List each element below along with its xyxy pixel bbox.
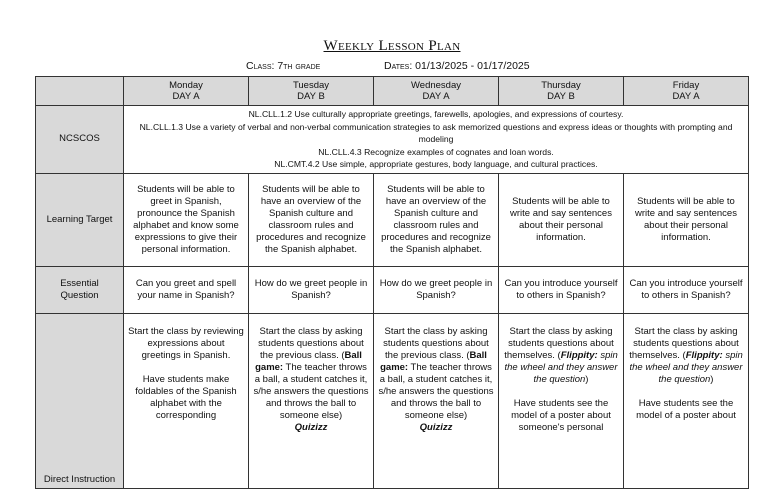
instruction-text: The teacher throws a ball, a student catches it, s/he answers the questions and throws the ball to someone else) [253, 361, 369, 421]
instruction-paragraph: Have students see the model of a poster about [636, 397, 736, 421]
learning-target-row [36, 173, 749, 266]
direct-instruction-wednesday [374, 313, 499, 488]
learning-target-thursday: Students will be able to write and say sentences about their personal information. [499, 173, 624, 266]
essential-question-row [36, 266, 749, 313]
direct-instruction-label: Direct Instruction [36, 313, 124, 488]
day-header-friday: Friday DAY A [624, 77, 749, 106]
class-info: Class: 7th grade [246, 60, 321, 72]
instruction-paragraph: Have students see the model of a poster about someone's personal [511, 397, 611, 433]
learning-target-monday: Students will be able to greet in Spanish, pronounce the Spanish alphabet and know some expressions to give their personal information. [124, 173, 249, 266]
learning-target-friday: Students will be able to write and say sentences about their personal information. [624, 173, 749, 266]
day-header-tuesday: Tuesday DAY B [249, 77, 374, 106]
dates-info: Dates: 01/13/2025 - 01/17/2025 [384, 60, 530, 72]
essential-question-monday: Can you greet and spell your name in Spanish? [124, 266, 249, 313]
header-row [36, 77, 749, 106]
lesson-plan-table [35, 76, 749, 489]
standard-line: NL.CMT.4.2 Use simple, appropriate gestures, body language, and cultural practices. [274, 159, 598, 169]
instruction-text: Start the class by asking students questions about themselves. ( [504, 325, 614, 361]
page-title: Weekly Lesson Plan [323, 38, 461, 54]
instruction-text: Start the class by asking students questions about the previous class. ( [258, 325, 364, 361]
instruction-paragraph: Start the class by reviewing expressions about greetings in Spanish. [128, 325, 244, 361]
standard-line: NL.CLL.1.2 Use culturally appropriate greetings, farewells, apologies, and expressions of courtesy. [248, 109, 624, 119]
tool-name: Quizizz [294, 421, 328, 433]
corner-cell [36, 77, 124, 106]
activity-name: Flippity: [685, 349, 723, 361]
direct-instruction-thursday: Start the class by asking students questions about themselves. (Flippity: spin the wheel and they answer the question) Have students see the model of a poster about someone's personal [499, 313, 624, 488]
activity-detail: spin the wheel and they answer the question [629, 349, 743, 385]
essential-question-tuesday: How do we greet people in Spanish? [249, 266, 374, 313]
learning-target-tuesday: Students will be able to have an overview of the Spanish culture and classroom rules and procedures and recognize the Spanish alphabet. [249, 173, 374, 266]
activity-name: Ball game: [380, 349, 487, 373]
essential-question-friday: Can you introduce yourself to others in Spanish? [624, 266, 749, 313]
essential-question-wednesday: How do we greet people in Spanish? [374, 266, 499, 313]
instruction-text: The teacher throws a ball, a student catches it, s/he answers the questions and throws the ball to someone else) [378, 361, 494, 421]
direct-instruction-monday [124, 313, 249, 488]
standard-line: NL.CLL.4.3 Recognize examples of cognates and loan words. [318, 146, 554, 157]
learning-target-label: Learning Target [36, 173, 124, 266]
instruction-paragraph: Have students make foldables of the Spanish alphabet with the corresponding [135, 373, 237, 421]
direct-instruction-row [36, 313, 749, 488]
essential-question-thursday: Can you introduce yourself to others in Spanish? [499, 266, 624, 313]
learning-target-wednesday: Students will be able to have an overview of the Spanish culture and classroom rules and procedures and recognize the Spanish alphabet. [374, 173, 499, 266]
day-header-monday: Monday DAY A [124, 77, 249, 106]
standard-line: NL.CLL.1.3 Use a variety of verbal and non-verbal communication strategies to ask memorized questions and express ideas or thoughts with prompting and modeling [139, 121, 733, 144]
activity-detail: spin the wheel and they answer the question [504, 349, 618, 385]
ncscos-label: NCSCOS [36, 106, 124, 174]
instruction-text: Start the class by asking students questions about the previous class. ( [383, 325, 489, 361]
ncscos-standards [124, 106, 749, 174]
ncscos-row [36, 106, 749, 174]
day-header-wednesday: Wednesday DAY A [374, 77, 499, 106]
essential-question-label: Essential Question [36, 266, 124, 313]
direct-instruction-tuesday [249, 313, 374, 488]
instruction-text: Start the class by asking students questions about themselves. ( [629, 325, 739, 361]
tool-name: Quizizz [419, 421, 453, 433]
activity-name: Flippity: [560, 349, 598, 361]
activity-name: Ball game: [255, 349, 362, 373]
direct-instruction-friday: Start the class by asking students questions about themselves. (Flippity: spin the wheel and they answer the question) Have students see the model of a poster about [624, 313, 749, 488]
day-header-thursday: Thursday DAY B [499, 77, 624, 106]
